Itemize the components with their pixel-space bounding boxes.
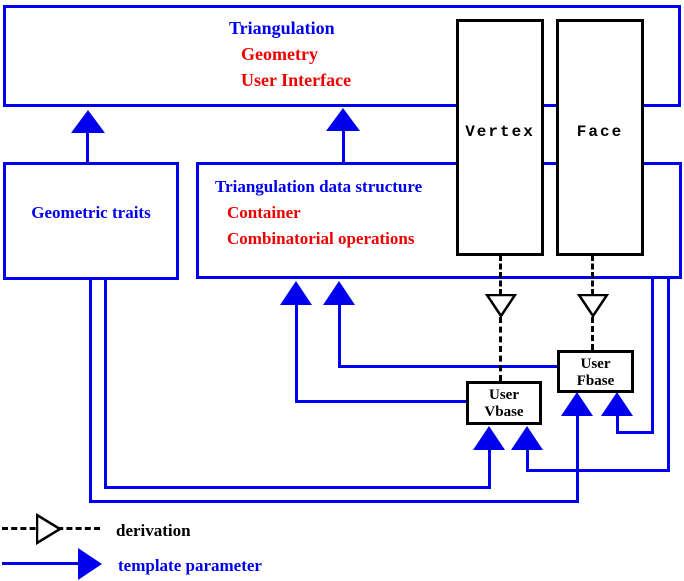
arrowhead-tds-to-vbase [511,426,543,450]
arrowhead-tds-to-triangulation [326,108,360,131]
arrowhead-fbase-to-tds [323,281,355,305]
connector-gt-to-fbase-horizontal [89,500,579,503]
arrowhead-tds-to-fbase [601,392,633,416]
connector-fbase-to-tds-vertical [338,303,341,368]
connector-gt-to-vbase-vertical1 [104,279,107,489]
arrowhead-gt-to-vbase [473,426,505,450]
derivation-face-dash2 [591,317,594,350]
connector-gt-to-fbase-vertical1 [89,279,92,503]
triangulation-line-geometry: Geometry [241,44,318,64]
legend-derivation-label: derivation [116,521,191,540]
tds-line-container: Container [227,203,301,222]
user-vbase-box [466,381,542,425]
tds-box-text [215,174,422,252]
arrowhead-vbase-to-tds [280,281,312,305]
triangulation-line-user-interface: User Interface [241,70,352,90]
connector-fbase-to-tds-horizontal [338,365,559,368]
arrowhead-gt-to-fbase [561,392,593,416]
face-box [556,19,644,256]
derivation-face-dash1 [591,255,594,295]
legend-template-parameter-label: template parameter [118,556,262,575]
derivation-vertex-dash1 [499,255,502,295]
derivation-triangle-icon-legend [36,513,62,545]
user-vbase-label: User Vbase [484,387,524,420]
derivation-triangle-icon-vertex [485,294,517,318]
vertex-label: Vertex [465,123,535,141]
derivation-vertex-dash2 [499,317,502,381]
connector-gt-to-fbase-vertical2 [576,414,579,503]
connector-gt-to-vbase-vertical2 [488,448,491,489]
connector-tds-to-fbase-horizontal [616,431,654,434]
connector-vbase-to-tds-horizontal [295,400,468,403]
legend-template-parameter-line [2,562,78,565]
connector-vbase-to-tds-vertical [295,303,298,403]
connector-gt-to-triangulation-stem [86,131,89,162]
triangulation-box-text [229,15,351,93]
vertex-box [456,19,544,256]
connector-tds-to-fbase-vertical2 [616,414,619,434]
derivation-triangle-icon-face [577,294,609,318]
connector-tds-to-triangulation-stem [342,129,345,162]
geometric-traits-label: Geometric traits [31,203,151,222]
arrowhead-gt-to-triangulation [71,110,105,133]
tds-title: Triangulation data structure [215,177,423,196]
connector-tds-to-fbase-vertical1 [651,278,654,434]
user-fbase-label: User Fbase [576,356,615,389]
connector-gt-to-vbase-horizontal [104,486,491,489]
connector-tds-to-vbase-vertical1 [667,278,670,472]
template-parameter-arrow-icon-legend [78,548,102,580]
triangulation-title: Triangulation [229,18,335,38]
face-label: Face [576,123,624,141]
tds-line-combinatorial: Combinatorial operations [227,229,415,248]
connector-tds-to-vbase-horizontal [526,469,670,472]
user-fbase-box [557,350,634,393]
connector-tds-to-vbase-vertical2 [526,448,529,472]
